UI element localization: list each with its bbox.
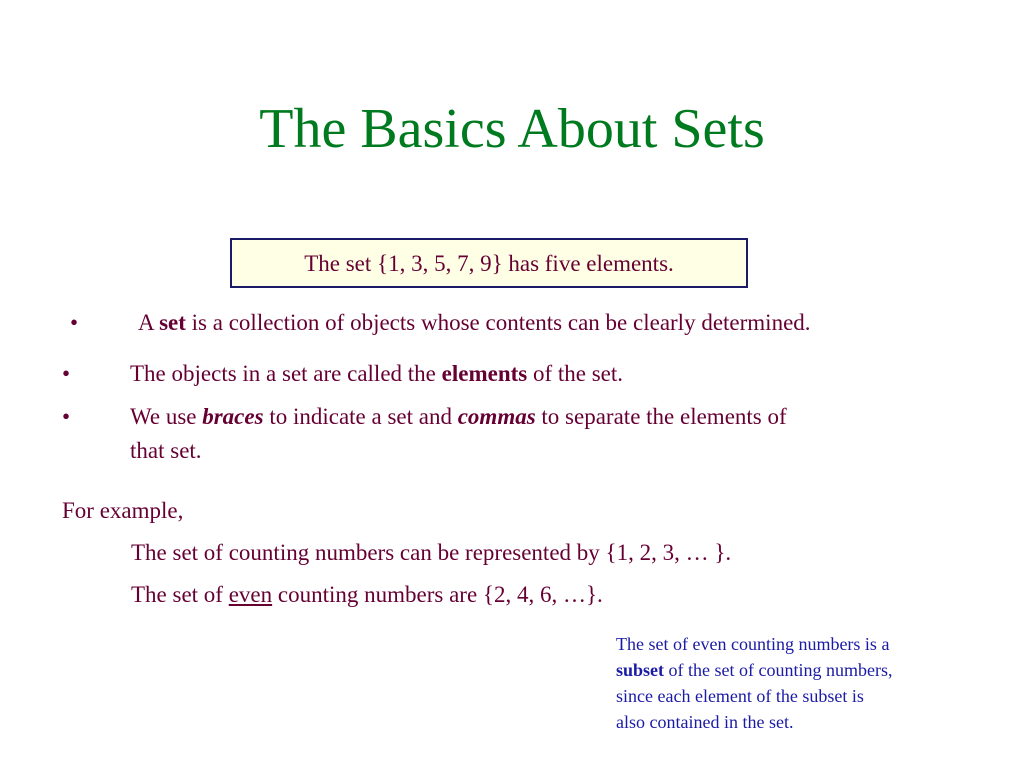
bullet-text-post: is a collection of objects whose contents can be clearly determined.	[185, 310, 811, 335]
note-line-3: since each element of the subset is	[616, 686, 864, 706]
bullet-text	[130, 357, 623, 390]
example-intro: For example,	[62, 498, 184, 523]
bullet-text-post: of the set.	[527, 361, 624, 386]
bullet-elements-definition	[62, 357, 962, 391]
term-subset: subset	[616, 660, 665, 680]
bullet-set-definition	[70, 306, 990, 340]
term-elements: elements	[441, 361, 528, 386]
bullet-notation	[62, 400, 962, 468]
bullet-text-pre: The objects in a set are called the	[130, 361, 442, 386]
example-even-numbers	[131, 578, 603, 611]
bullet-text-mid: to indicate a set and	[263, 404, 458, 429]
example-callout-box: The set {1, 3, 5, 7, 9} has five elements.	[230, 238, 748, 288]
term-set: set	[159, 310, 186, 335]
note-line-2-post: of the set of counting numbers,	[664, 660, 893, 680]
bullet-marker: •	[62, 404, 71, 429]
note-line-2	[616, 657, 976, 683]
bullet-text-pre: A	[138, 310, 160, 335]
bullet-text-line-1	[130, 400, 787, 433]
note-line-1: The set of even counting numbers is a	[616, 634, 890, 654]
subset-note	[616, 631, 976, 735]
bullet-text-post: to separate the elements of	[535, 404, 787, 429]
example-even-post: counting numbers are {2, 4, 6, …}.	[272, 582, 603, 607]
bullet-marker: •	[70, 310, 79, 335]
term-commas: commas	[457, 404, 536, 429]
bullet-text-pre: We use	[130, 404, 203, 429]
bullet-marker: •	[62, 361, 71, 386]
example-counting-numbers: The set of counting numbers can be represented by {1, 2, 3, … }.	[131, 540, 732, 565]
slide-title: The Basics About Sets	[259, 98, 765, 160]
example-even-pre: The set of	[131, 582, 229, 607]
note-line-4: also contained in the set.	[616, 712, 794, 732]
term-even: even	[228, 582, 273, 607]
bullet-text-line-2: that set.	[130, 438, 202, 463]
bullet-text	[138, 306, 811, 339]
term-braces: braces	[202, 404, 264, 429]
